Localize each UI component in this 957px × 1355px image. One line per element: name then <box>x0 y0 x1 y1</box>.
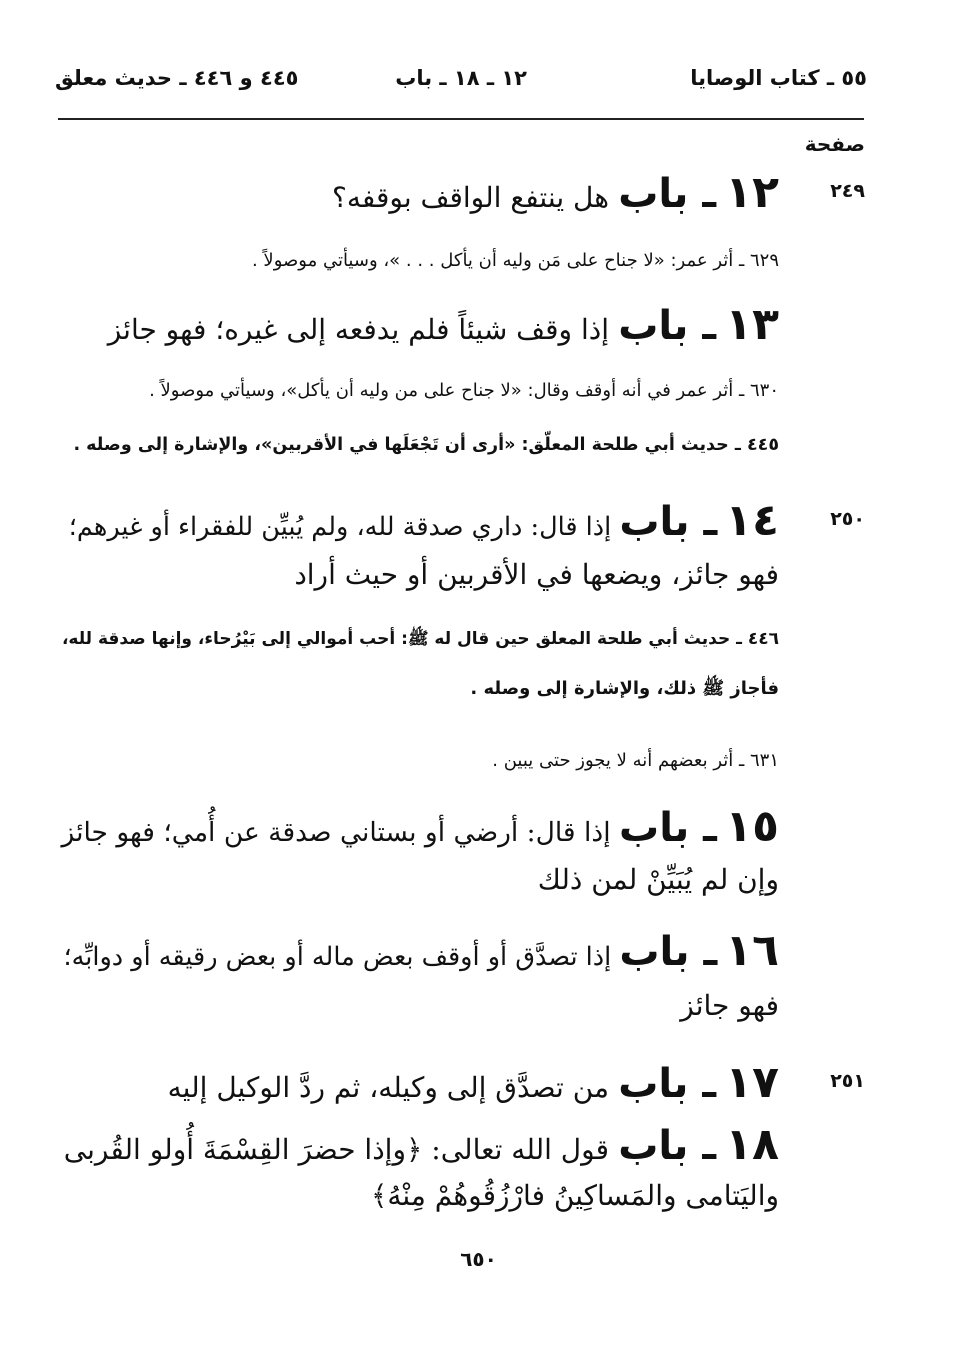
bab-number: ١٤ <box>725 495 779 546</box>
bab-17-heading <box>168 1054 779 1117</box>
ref-page-249: ٢٤٩ <box>830 180 865 202</box>
bab-title: من تصدَّق إلى وكيله، ثم ردَّ الوكيل إليه <box>167 1071 609 1104</box>
header-hadith: ٤٤٥ و ٤٤٦ ـ حديث معلق <box>55 66 299 90</box>
bab-12-heading <box>332 164 779 227</box>
bab-number: ١٥ <box>725 801 779 852</box>
bab-title: إذا قال: داري صدقة لله، ولم يُبيِّن للفقراء أو غيرهم؛ <box>68 512 612 542</box>
bab-16-continuation: فهو جائز <box>680 989 779 1022</box>
bab-18-continuation: واليَتامى والمَساكِينُ فارْزُقُوهُمْ مِنْهُ﴾ <box>371 1179 779 1212</box>
bab-word: ـ باب <box>618 171 717 217</box>
bab-14-continuation: فهو جائز، ويضعها في الأقربين أو حيث أراد <box>294 558 779 591</box>
bab-13-heading <box>108 296 779 359</box>
note-445: ٤٤٥ ـ حديث أبي طلحة المعلّق: «أرى أن تَجْعَلَها في الأقربين»، والإشارة إلى وصله . <box>73 435 779 455</box>
bab-word: ـ باب <box>619 499 718 545</box>
bab-15-continuation: وإن لم يُبَيِّنْ لمن ذلك <box>537 863 779 896</box>
bab-word: ـ باب <box>618 1061 717 1107</box>
note-446-line2: فأجاز ﷺ ذلك، والإشارة إلى وصله . <box>470 678 779 699</box>
bab-number: ١٨ <box>725 1119 779 1170</box>
bab-word: ـ باب <box>619 805 717 851</box>
note-629: ٦٢٩ ـ أثر عمر: «لا جناح على مَن وليه أن يأكل . . . »، وسيأتي موصولاً . <box>251 250 779 271</box>
bab-title: قول الله تعالى: ﴿وإذا حضرَ القِسْمَةَ أُولو القُربى <box>63 1133 609 1166</box>
page-column-label: صفحة <box>804 132 865 156</box>
bab-16-heading <box>64 922 779 986</box>
bab-number: ١٧ <box>725 1057 779 1108</box>
note-446-line1: ٤٤٦ ـ حديث أبي طلحة المعلق حين قال له ﷺ: أحب أموالي إلى بَيْرُحاء، وإنها صدقة لله، <box>61 629 779 649</box>
bab-word: ـ باب <box>619 929 718 975</box>
ref-page-251: ٢٥١ <box>830 1070 865 1092</box>
running-header <box>55 62 867 106</box>
bab-word: ـ باب <box>618 1123 717 1169</box>
bab-word: ـ باب <box>618 303 717 349</box>
bab-number: ١٦ <box>725 925 779 976</box>
header-rule <box>58 118 864 120</box>
header-sections: ١٢ ـ ١٨ ـ باب <box>395 66 527 90</box>
bab-number: ١٣ <box>725 299 779 350</box>
bab-title: إذا وقف شيئاً فلم يدفعه إلى غيره؛ فهو جائز <box>107 313 609 346</box>
bab-title: إذا قال: أرضي أو بستاني صدقة عن أُمي؛ فهو جائز <box>61 817 611 848</box>
note-631: ٦٣١ ـ أثر بعضهم أنه لا يجوز حتى يبين . <box>492 750 779 771</box>
note-630: ٦٣٠ ـ أثر عمر في أنه أوقف وقال: «لا جناح على من وليه أن يأكل»، وسيأتي موصولاً . <box>149 380 779 401</box>
bab-number: ١٢ <box>725 167 779 218</box>
bab-title: إذا تصدَّق أو أوقف بعض ماله أو بعض رقيقه أو دوابِّه؛ <box>63 942 612 972</box>
header-chapter: ٥٥ ـ كتاب الوصايا <box>690 66 867 90</box>
bab-title: هل ينتفع الواقف بوقفه؟ <box>331 181 609 214</box>
ref-page-250: ٢٥٠ <box>830 508 865 530</box>
page-number: ٦٥٠ <box>460 1247 497 1271</box>
